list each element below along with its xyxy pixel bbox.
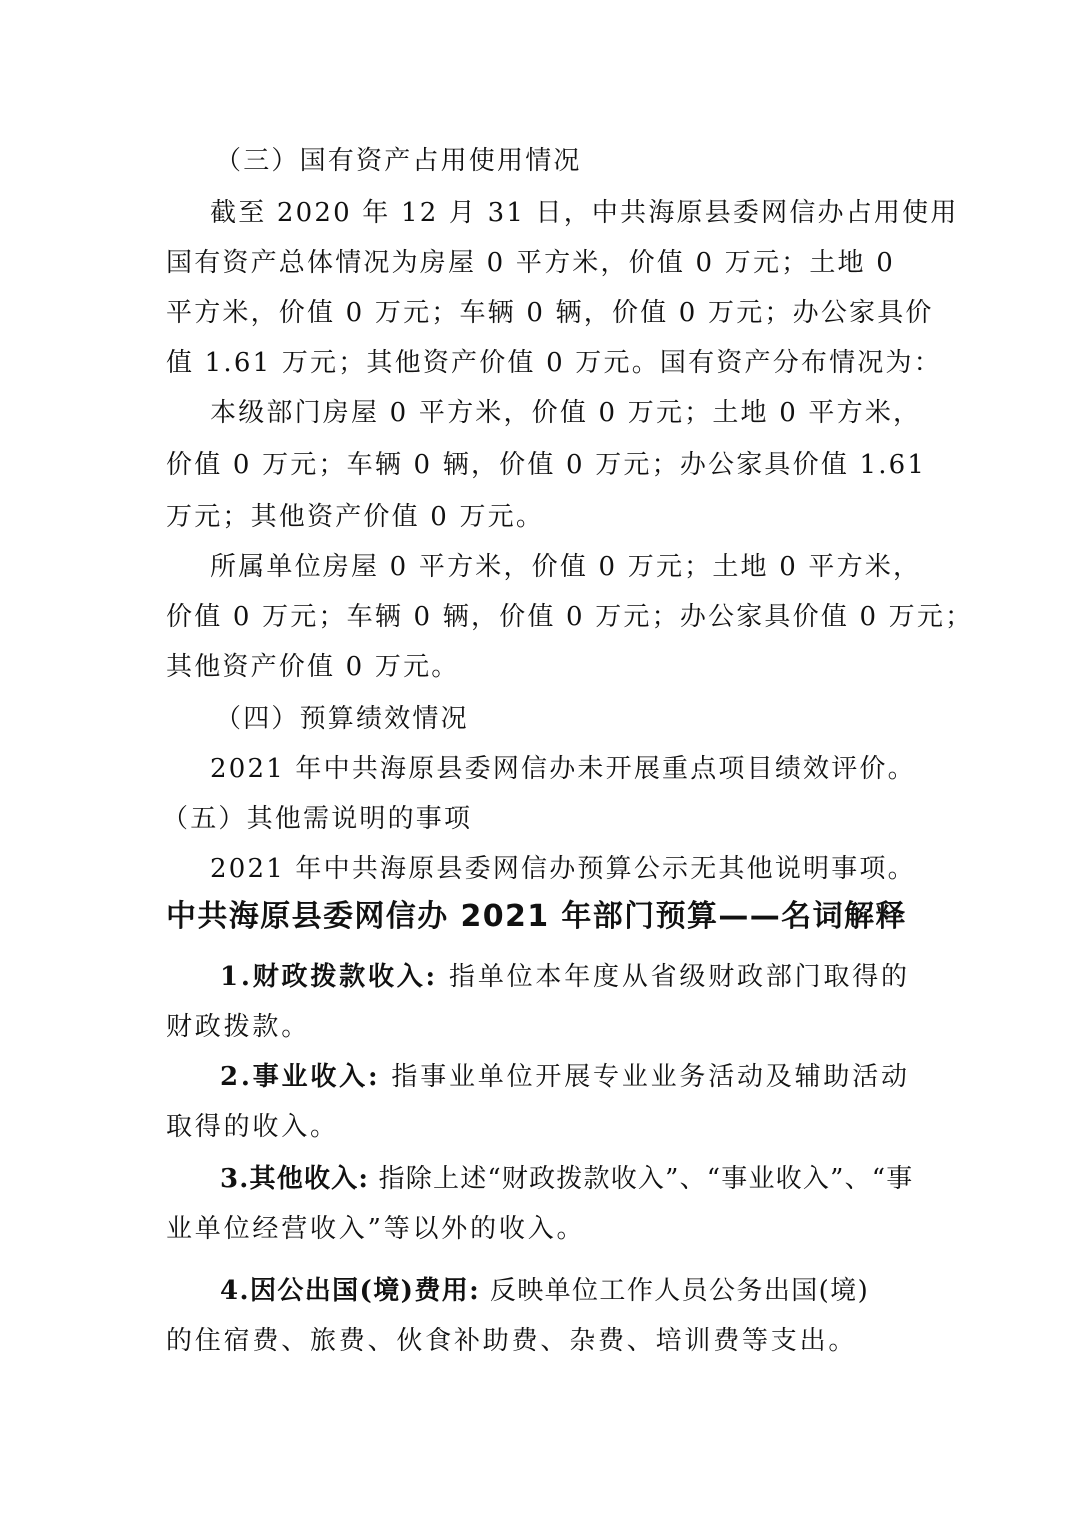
paragraph-line: 价值 0 万元；车辆 0 辆，价值 0 万元；办公家具价值 0 万元； <box>166 602 974 632</box>
section-4-text: 2021 年中共海原县委网信办未开展重点项目绩效评价。 <box>210 754 916 784</box>
glossary-item-3 <box>220 1162 980 1196</box>
glossary-term: 2.事业收入: <box>220 1062 381 1092</box>
paragraph-line: 国有资产总体情况为房屋 0 平方米，价值 0 万元；土地 0 <box>166 248 895 278</box>
paragraph-line: 本级部门房屋 0 平方米，价值 0 万元；土地 0 平方米， <box>210 398 922 428</box>
glossary-definition-continued: 业单位经营收入”等以外的收入。 <box>166 1214 586 1244</box>
glossary-term: 3.其他收入: <box>220 1164 370 1194</box>
glossary-item-1 <box>220 960 980 994</box>
paragraph-line: 价值 0 万元；车辆 0 辆，价值 0 万元；办公家具价值 1.61 <box>166 450 927 480</box>
glossary-item-2 <box>220 1060 980 1094</box>
paragraph-line: 其他资产价值 0 万元。 <box>166 652 460 682</box>
glossary-term: 4.因公出国(境)费用: <box>220 1276 481 1306</box>
paragraph-line: 所属单位房屋 0 平方米，价值 0 万元；土地 0 平方米， <box>210 552 922 582</box>
paragraph-line: 值 1.61 万元；其他资产价值 0 万元。国有资产分布情况为： <box>166 348 942 378</box>
glossary-definition: 指除上述“财政拨款收入”、“事业收入”、“事 <box>369 1164 914 1194</box>
section-4-heading: （四）预算绩效情况 <box>215 704 469 734</box>
glossary-definition-continued: 财政拨款。 <box>166 1012 311 1042</box>
section-3-heading: （三）国有资产占用使用情况 <box>215 146 582 176</box>
paragraph-line: 截至 2020 年 12 月 31 日，中共海原县委网信办占用使用 <box>210 198 959 228</box>
section-5-text: 2021 年中共海原县委网信办预算公示无其他说明事项。 <box>210 854 916 884</box>
paragraph-line: 万元；其他资产价值 0 万元。 <box>166 502 545 532</box>
glossary-definition: 指单位本年度从省级财政部门取得的 <box>437 962 910 992</box>
glossary-term: 1.财政拨款收入: <box>220 962 438 992</box>
glossary-definition: 指事业单位开展专业业务活动及辅助活动 <box>380 1062 910 1092</box>
glossary-definition-continued: 的住宿费、旅费、伙食补助费、杂费、培训费等支出。 <box>166 1326 858 1356</box>
glossary-definition: 反映单位工作人员公务出国(境) <box>480 1276 870 1306</box>
glossary-item-4 <box>220 1274 980 1308</box>
paragraph-line: 平方米，价值 0 万元；车辆 0 辆，价值 0 万元；办公家具价 <box>166 298 934 328</box>
glossary-definition-continued: 取得的收入。 <box>166 1112 339 1142</box>
glossary-title: 中共海原县委网信办 2021 年部门预算——名词解释 <box>166 899 907 934</box>
section-5-heading: （五）其他需说明的事项 <box>162 804 473 834</box>
